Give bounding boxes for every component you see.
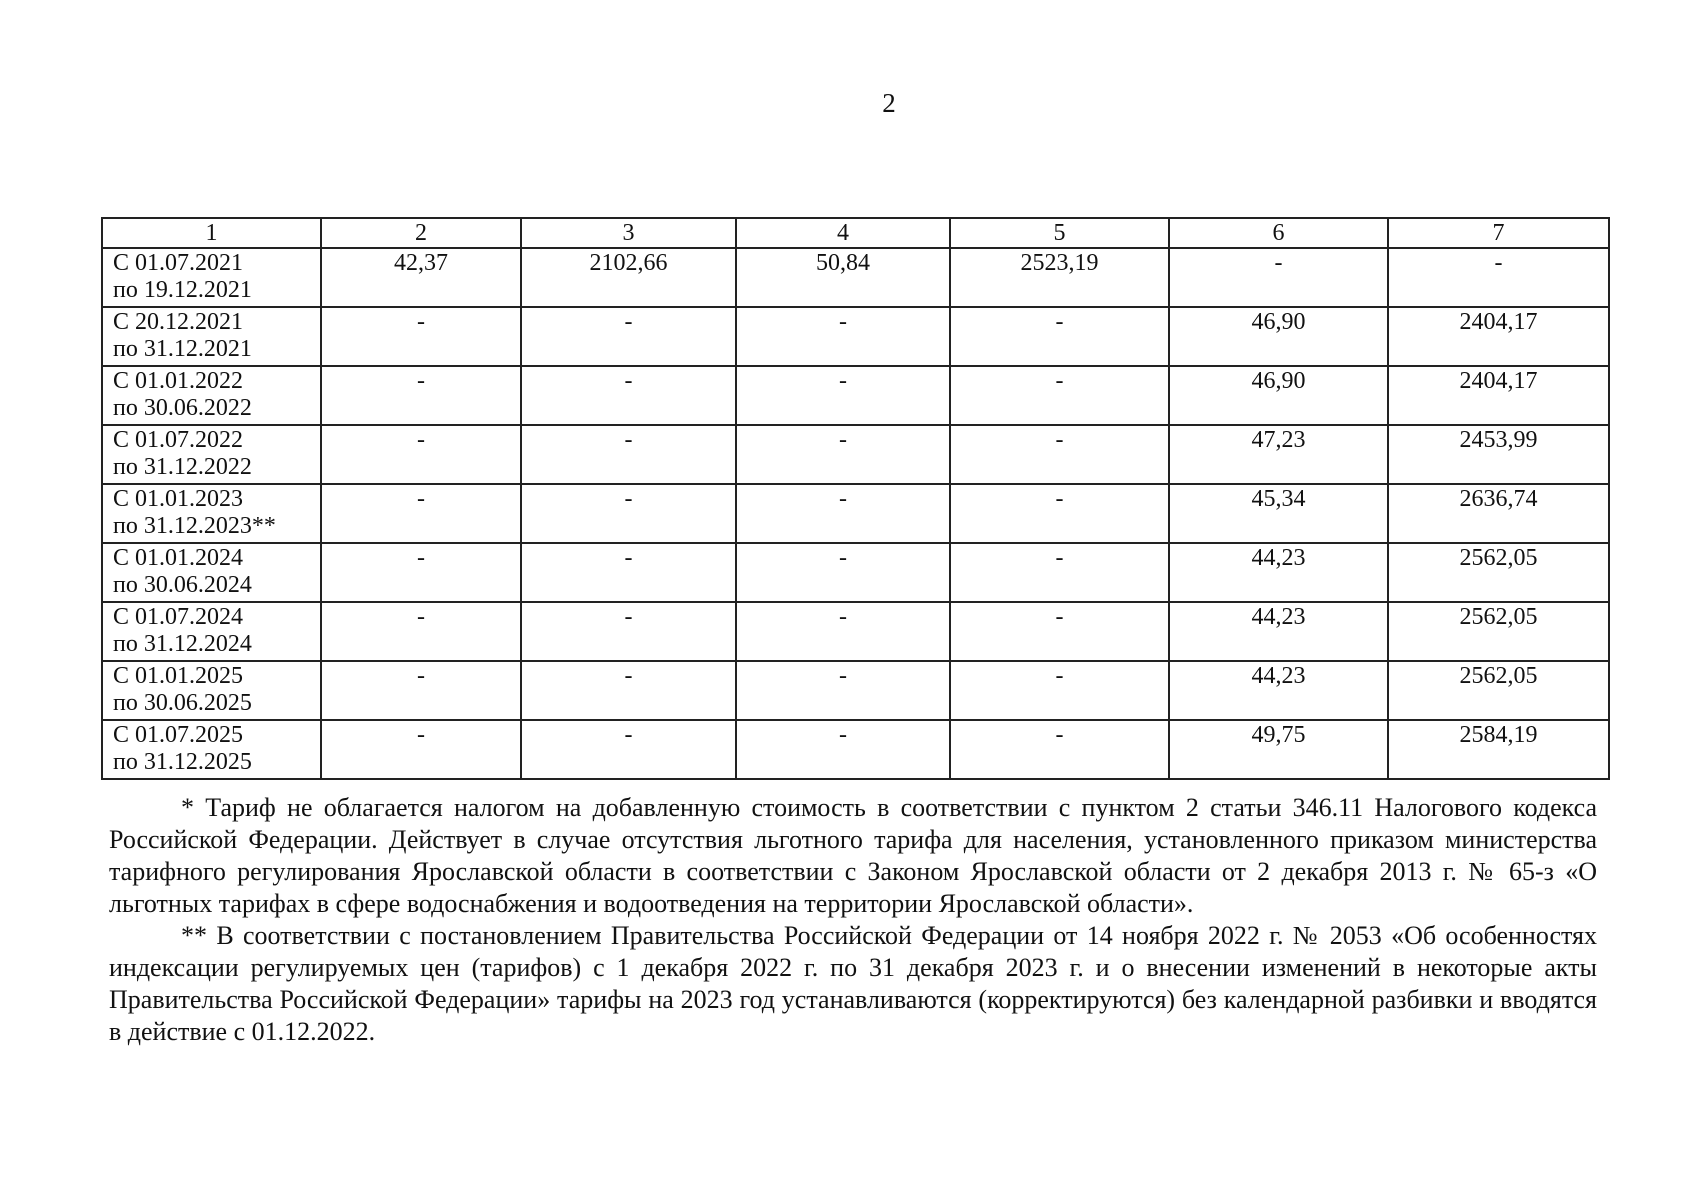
period-end: по 30.06.2024	[113, 572, 252, 598]
table-row	[102, 248, 1609, 307]
table-row	[102, 720, 1609, 779]
table-row	[102, 661, 1609, 720]
value-cell: 46,90	[1169, 307, 1388, 366]
value-cell: -	[736, 307, 950, 366]
value-cell: -	[950, 425, 1169, 484]
period-end: по 31.12.2024	[113, 631, 252, 657]
table-row	[102, 484, 1609, 543]
value-cell: 46,90	[1169, 366, 1388, 425]
period-end: по 31.12.2023**	[113, 513, 276, 539]
value-cell: -	[950, 720, 1169, 779]
value-cell: -	[736, 366, 950, 425]
column-header: 4	[736, 218, 950, 248]
period-end: по 19.12.2021	[113, 277, 252, 303]
value-cell: 42,37	[321, 248, 521, 307]
period-cell	[102, 543, 321, 602]
value-cell: 44,23	[1169, 661, 1388, 720]
table-row	[102, 366, 1609, 425]
value-cell: 2636,74	[1388, 484, 1609, 543]
value-cell: -	[950, 484, 1169, 543]
value-cell: 2584,19	[1388, 720, 1609, 779]
value-cell: 2562,05	[1388, 543, 1609, 602]
value-cell: -	[736, 602, 950, 661]
value-cell: -	[950, 602, 1169, 661]
value-cell: -	[521, 484, 736, 543]
value-cell: -	[521, 425, 736, 484]
column-header: 3	[521, 218, 736, 248]
value-cell: -	[321, 661, 521, 720]
value-cell: 2453,99	[1388, 425, 1609, 484]
period-end: по 31.12.2022	[113, 454, 252, 480]
table-row	[102, 602, 1609, 661]
value-cell: -	[321, 366, 521, 425]
table-row	[102, 543, 1609, 602]
period-start: С 01.07.2021	[113, 250, 244, 276]
value-cell: -	[521, 307, 736, 366]
value-cell: -	[950, 543, 1169, 602]
value-cell: 2404,17	[1388, 307, 1609, 366]
period-start: С 01.01.2024	[113, 545, 244, 571]
period-start: С 20.12.2021	[113, 309, 244, 335]
value-cell: -	[521, 661, 736, 720]
value-cell: 49,75	[1169, 720, 1388, 779]
period-cell	[102, 307, 321, 366]
value-cell: -	[1169, 248, 1388, 307]
value-cell: -	[950, 366, 1169, 425]
value-cell: -	[321, 602, 521, 661]
page-number: 2	[882, 88, 896, 118]
period-cell	[102, 661, 321, 720]
period-start: С 01.07.2022	[113, 427, 244, 453]
value-cell: -	[736, 661, 950, 720]
period-start: С 01.01.2023	[113, 486, 244, 512]
value-cell: 47,23	[1169, 425, 1388, 484]
value-cell: -	[321, 307, 521, 366]
period-end: по 30.06.2022	[113, 395, 252, 421]
footnotes	[109, 792, 1597, 1048]
period-start: С 01.01.2022	[113, 368, 244, 394]
tariff-table	[101, 217, 1610, 780]
period-cell	[102, 248, 321, 307]
period-end: по 31.12.2021	[113, 336, 252, 362]
column-header: 2	[321, 218, 521, 248]
period-start: С 01.07.2025	[113, 722, 244, 748]
period-cell	[102, 484, 321, 543]
value-cell: -	[321, 720, 521, 779]
value-cell: 45,34	[1169, 484, 1388, 543]
value-cell: -	[321, 425, 521, 484]
footnote-government-resolution: ** В соответствии с постановлением Правительства Российской Федерации от 14 ноября 2022 г. № 2053 «Об особенностях индексации регулируемых цен (тарифов) с 1 декабря 2022 г. по 31 декабря 2023 г. и о внесении изменений в некоторые акты Правительства Российской Федерации» тарифы на 2023 год устанавливаются (корректируются) без календарной разбивки и вводятся в действие с 01.12.2022.	[109, 921, 1597, 1046]
value-cell: 2562,05	[1388, 661, 1609, 720]
value-cell: 2102,66	[521, 248, 736, 307]
column-header: 1	[102, 218, 321, 248]
period-start: С 01.01.2025	[113, 663, 244, 689]
column-header: 5	[950, 218, 1169, 248]
table-header-row	[102, 218, 1609, 248]
value-cell: 2404,17	[1388, 366, 1609, 425]
value-cell: -	[1388, 248, 1609, 307]
column-header: 7	[1388, 218, 1609, 248]
value-cell: 44,23	[1169, 602, 1388, 661]
table-row	[102, 307, 1609, 366]
value-cell: -	[521, 602, 736, 661]
value-cell: 44,23	[1169, 543, 1388, 602]
value-cell: -	[950, 661, 1169, 720]
value-cell: -	[321, 484, 521, 543]
period-cell	[102, 602, 321, 661]
value-cell: -	[736, 720, 950, 779]
value-cell: -	[521, 720, 736, 779]
value-cell: -	[736, 425, 950, 484]
footnote-vat: * Тариф не облагается налогом на добавленную стоимость в соответствии с пунктом 2 статьи 346.11 Налогового кодекса Российской Федерации. Действует в случае отсутствия льготного тарифа для населения, установленного приказом министерства тарифного регулирования Ярославской области в соответствии с Законом Ярославской области от 2 декабря 2013 г. № 65-з «О льготных тарифах в сфере водоснабжения и водоотведения на территории Ярославской области».	[109, 793, 1597, 918]
value-cell: -	[950, 307, 1169, 366]
value-cell: 2523,19	[950, 248, 1169, 307]
value-cell: -	[321, 543, 521, 602]
value-cell: 2562,05	[1388, 602, 1609, 661]
period-end: по 30.06.2025	[113, 690, 252, 716]
value-cell: -	[521, 543, 736, 602]
column-header: 6	[1169, 218, 1388, 248]
period-start: С 01.07.2024	[113, 604, 244, 630]
value-cell: -	[521, 366, 736, 425]
period-end: по 31.12.2025	[113, 749, 252, 775]
value-cell: -	[736, 484, 950, 543]
value-cell: -	[736, 543, 950, 602]
period-cell	[102, 720, 321, 779]
period-cell	[102, 425, 321, 484]
value-cell: 50,84	[736, 248, 950, 307]
table-row	[102, 425, 1609, 484]
period-cell	[102, 366, 321, 425]
